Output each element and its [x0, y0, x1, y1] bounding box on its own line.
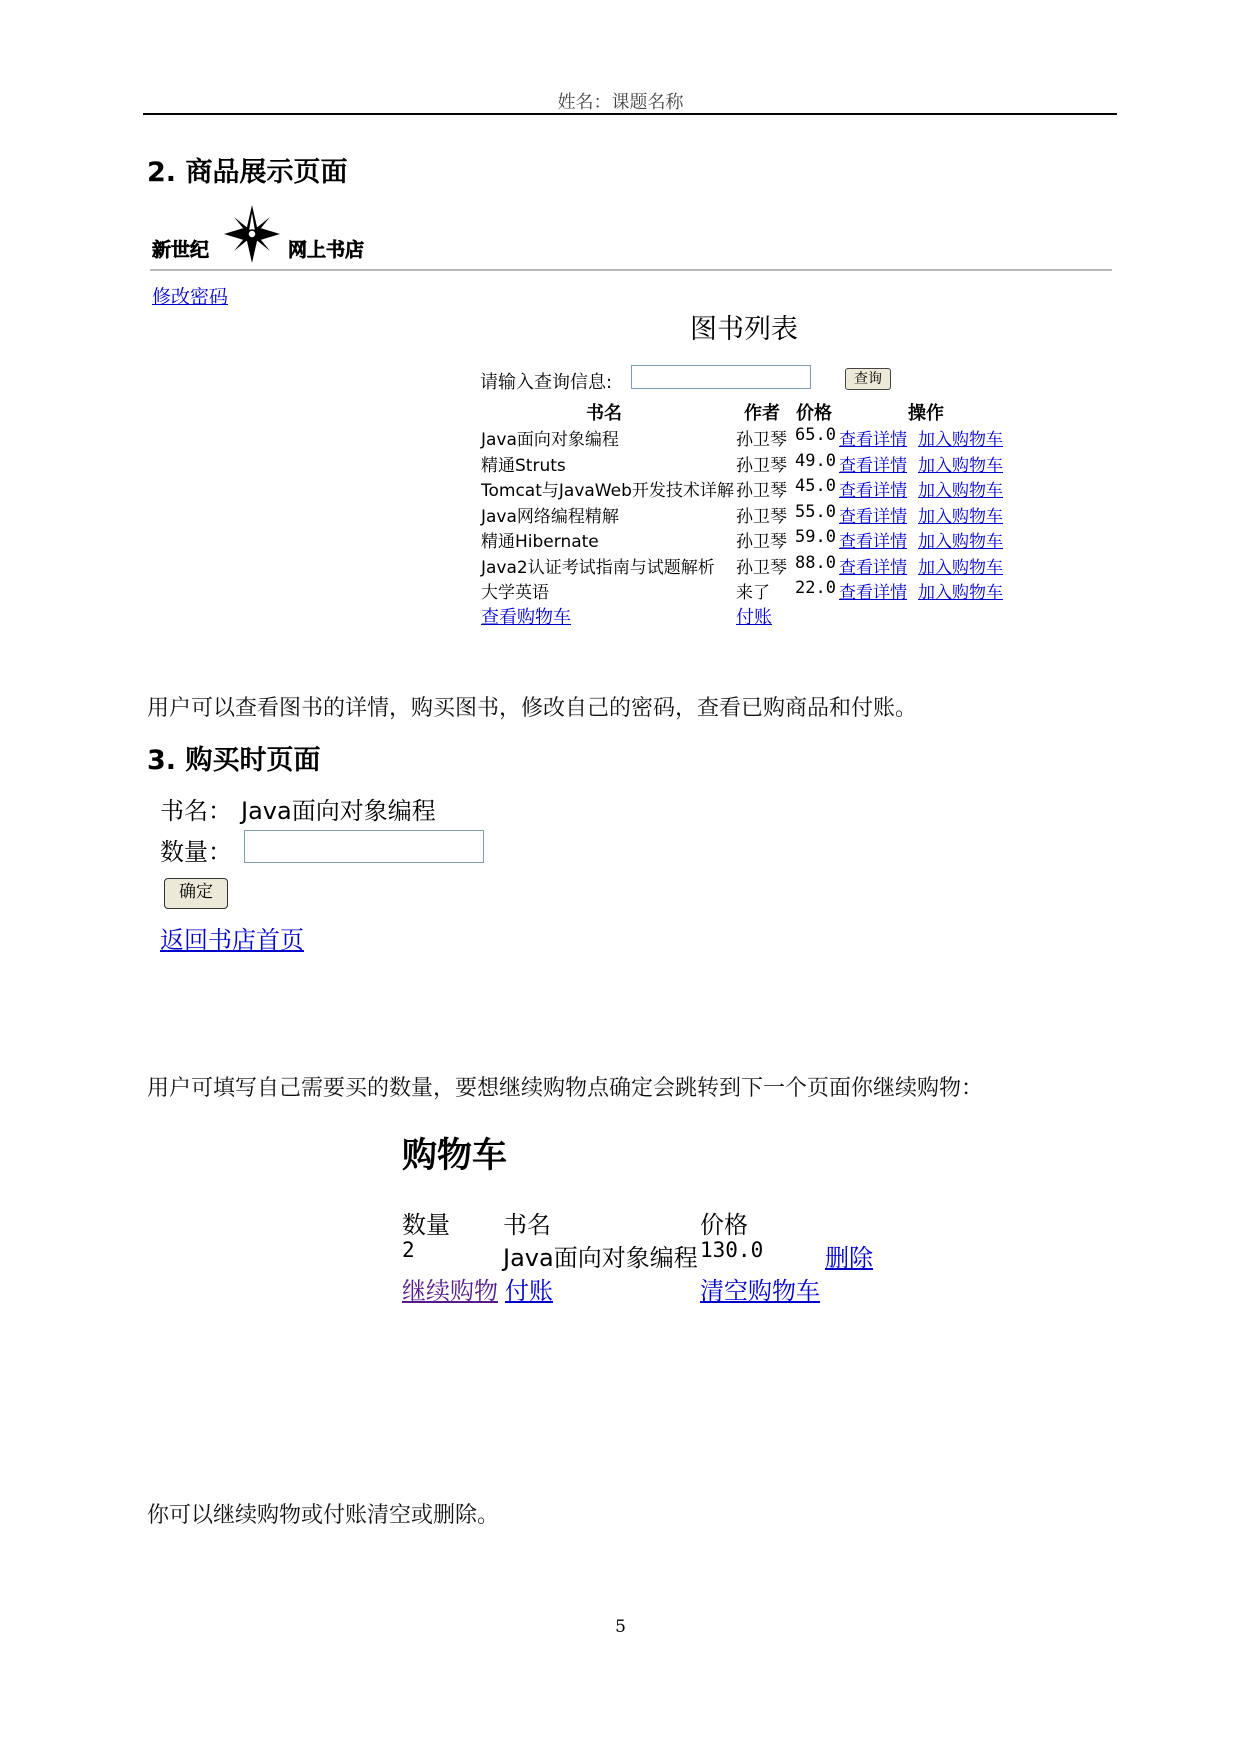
- view-detail-link[interactable]: 查看详情: [839, 430, 907, 450]
- book-name: Java面向对象编程: [481, 430, 619, 450]
- checkout-link[interactable]: 付账: [736, 607, 772, 628]
- bookstore-logo: [150, 205, 375, 265]
- book-price: 49.0: [795, 450, 836, 471]
- buy-book-value: Java面向对象编程: [241, 797, 436, 825]
- book-name: 大学英语: [481, 583, 549, 603]
- view-cart-link[interactable]: 查看购物车: [481, 607, 571, 628]
- book-author: 孙卫琴: [736, 557, 787, 578]
- booklist-title: 图书列表: [690, 314, 798, 345]
- back-home-link[interactable]: 返回书店首页: [160, 926, 304, 954]
- paragraph-2: 用户可填写自己需要买的数量，要想继续购物点确定会跳转到下一个页面你继续购物：: [147, 1076, 984, 1101]
- view-detail-link[interactable]: 查看详情: [839, 506, 907, 527]
- col-header-name: 书名: [586, 403, 622, 424]
- add-to-cart-link[interactable]: 加入购物车: [918, 506, 1003, 527]
- search-button[interactable]: 查询: [845, 368, 891, 390]
- confirm-button[interactable]: 确定: [164, 878, 228, 909]
- book-name: Java网络编程精解: [481, 506, 619, 527]
- compass-star-icon: [222, 205, 282, 263]
- cart-title: 购物车: [402, 1136, 508, 1176]
- search-label: 请输入查询信息:: [480, 372, 613, 393]
- book-price: 65.0: [795, 425, 836, 445]
- book-author: 孙卫琴: [736, 455, 787, 476]
- view-detail-link[interactable]: 查看详情: [839, 455, 907, 476]
- view-detail-link[interactable]: 查看详情: [839, 532, 907, 552]
- col-header-price: 价格: [796, 403, 832, 424]
- cart-delete-link[interactable]: 删除: [825, 1244, 873, 1272]
- book-name: Java2认证考试指南与试题解析: [481, 557, 715, 578]
- col-header-author: 作者: [744, 403, 780, 424]
- cart-checkout-link[interactable]: 付账: [505, 1277, 553, 1305]
- book-author: 来了: [736, 583, 770, 603]
- logo-text-right: 网上书店: [288, 239, 365, 261]
- quantity-input[interactable]: [244, 830, 484, 863]
- buy-qty-label: 数量：: [160, 838, 232, 866]
- cart-col-price: 价格: [700, 1211, 748, 1239]
- book-author: 孙卫琴: [736, 532, 787, 552]
- paragraph-3: 你可以继续购物或付账清空或删除。: [147, 1503, 500, 1528]
- book-author: 孙卫琴: [736, 430, 787, 450]
- book-price: 22.0: [795, 578, 836, 598]
- logo-divider: [150, 269, 1112, 271]
- col-header-action: 操作: [908, 403, 944, 424]
- view-detail-link[interactable]: 查看详情: [839, 557, 907, 578]
- page-header-text: 姓名：课题名称: [557, 92, 684, 113]
- logo-text-left: 新世纪: [152, 239, 210, 261]
- section-3-heading: 3. 购买时页面: [147, 745, 321, 776]
- book-price: 55.0: [795, 501, 836, 522]
- search-input[interactable]: [631, 365, 811, 389]
- paragraph-1: 用户可以查看图书的详情，购买图书，修改自己的密码，查看已购商品和付账。: [147, 696, 918, 721]
- change-password-link[interactable]: 修改密码: [152, 286, 229, 308]
- add-to-cart-link[interactable]: 加入购物车: [918, 430, 1003, 450]
- clear-cart-link[interactable]: 清空购物车: [700, 1277, 820, 1305]
- add-to-cart-link[interactable]: 加入购物车: [918, 455, 1003, 476]
- book-author: 孙卫琴: [736, 506, 787, 527]
- cart-col-qty: 数量: [402, 1211, 450, 1239]
- book-name: Tomcat与JavaWeb开发技术详解: [481, 481, 734, 501]
- book-price: 88.0: [795, 552, 836, 573]
- continue-shopping-link[interactable]: 继续购物: [402, 1277, 498, 1305]
- cart-col-name: 书名: [503, 1211, 551, 1239]
- add-to-cart-link[interactable]: 加入购物车: [918, 583, 1003, 603]
- book-name: 精通Struts: [481, 455, 566, 476]
- book-author: 孙卫琴: [736, 481, 787, 501]
- buy-book-label: 书名：: [160, 797, 232, 825]
- cart-item-qty: 2: [402, 1238, 415, 1262]
- add-to-cart-link[interactable]: 加入购物车: [918, 481, 1003, 501]
- book-name: 精通Hibernate: [481, 532, 599, 552]
- cart-item-name: Java面向对象编程: [503, 1244, 698, 1272]
- cart-item-price: 130.0: [700, 1238, 764, 1262]
- section-2-heading: 2. 商品展示页面: [147, 157, 348, 188]
- book-price: 59.0: [795, 527, 836, 547]
- view-detail-link[interactable]: 查看详情: [839, 583, 907, 603]
- view-detail-link[interactable]: 查看详情: [839, 481, 907, 501]
- page-number: 5: [615, 1617, 626, 1637]
- add-to-cart-link[interactable]: 加入购物车: [918, 557, 1003, 578]
- header-rule: [143, 113, 1117, 115]
- book-price: 45.0: [795, 476, 836, 496]
- add-to-cart-link[interactable]: 加入购物车: [918, 532, 1003, 552]
